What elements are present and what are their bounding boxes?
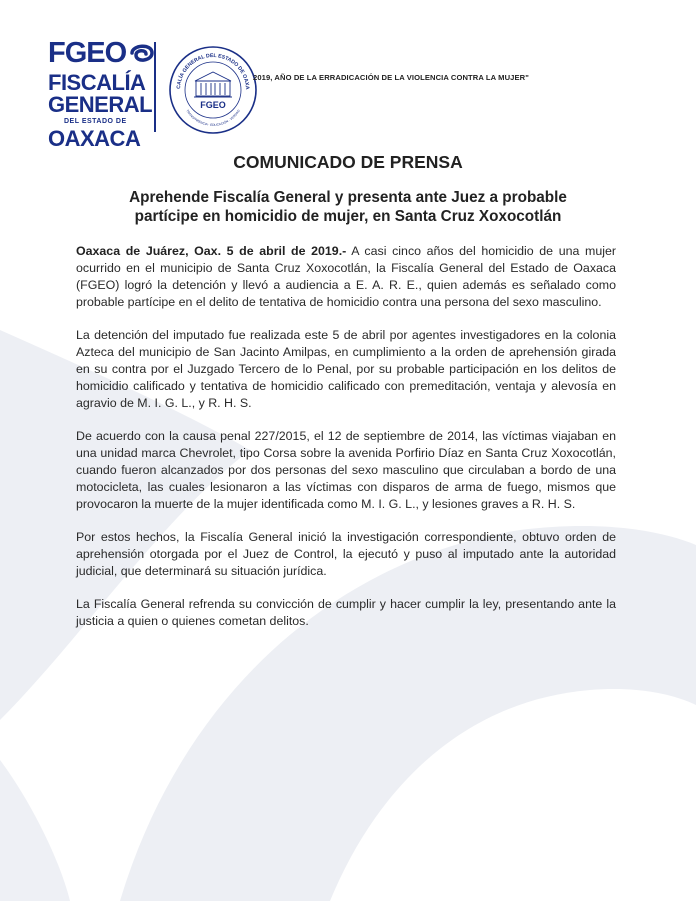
paragraph-4: Por estos hechos, la Fiscalía General inició la investigación correspondiente, obtuvo orden de aprehensión otorgada por el Juez de Control, la ejecutó y puso al imputado ante la autoridad judicial, que determinará su situación jurídica. [76, 530, 616, 578]
headline-line-1: Aprehende Fiscalía General y presenta ante Juez a probable [129, 189, 567, 206]
logo-line-oaxaca: OAXACA [48, 126, 141, 151]
paragraph-3: De acuerdo con la causa penal 227/2015, el 12 de septiembre de 2014, las víctimas viajaban en una unidad marca Chevrolet, tipo Corsa sobre la avenida Porfirio Díaz en Santa Cruz Xoxocotlán, cuando fueron alcanzados por dos personas del sexo masculino que circulaban a bordo de una motocicleta, las cuales lesionaron a las víctimas con disparos de arma de fuego, mismos que provocaron la muerte de la mujer identificada como M. I. G. L., y lesiones graves a R. H. S. [76, 429, 616, 511]
year-motto: 2019, AÑO DE LA ERRADICACIÓN DE LA VIOLENCIA CONTRA LA MUJER" [253, 73, 529, 82]
paragraph-2: La detención del imputado fue realizada este 5 de abril por agentes investigadores en la colonia Azteca del municipio de San Jacinto Amilpas, en cumplimiento a la orden de aprehensión girada en su contra por el Juzgado Tercero de lo Penal, por su probable participación en los delitos de homicidio calificado y tentativa de homicidio calificado con premeditación, ventaja y alevosía en agravio de M. I. G. L., y R. H. S. [76, 328, 616, 410]
article-body [76, 243, 616, 646]
paragraph-5: La Fiscalía General refrenda su convicción de cumplir y hacer cumplir la ley, presentando ante la justicia a quien o quienes cometan delitos. [76, 597, 616, 628]
logo-line-fiscalia: FISCALÍA [48, 70, 146, 95]
logo-line-del-estado: DEL ESTADO DE [64, 118, 127, 125]
seal-ring-text: CALÍA GENERAL DEL ESTADO DE OAXA [175, 52, 251, 90]
header-divider [154, 42, 156, 132]
headline [110, 188, 586, 226]
page-title: COMUNICADO DE PRENSA [233, 152, 463, 172]
paragraph-1-text: A casi cinco años del homicidio de una mujer ocurrido en el municipio de Santa Cruz Xoxocotlán, la Fiscalía General del Estado de Oaxaca (FGEO) logró la detención y llevó a audiencia a E. A. R. E., quien además es señalado como probable partícipe en el delito de tentativa de homicidio contra una persona del sexo masculino. [76, 244, 616, 309]
logo-acronym: FGEO [48, 37, 127, 69]
seal-bottom-text: TRANSPARENCIA · EDUCACIÓN · VERDAD [185, 108, 241, 128]
headline-line-2: partícipe en homicidio de mujer, en Santa Cruz Xoxocotlán [134, 208, 562, 225]
seal-acronym: FGEO [200, 100, 226, 110]
swirl-icon [128, 41, 156, 65]
fgeo-seal-icon [168, 45, 258, 135]
paragraph-1 [76, 243, 616, 311]
dateline: Oaxaca de Juárez, Oax. 5 de abril de 2019.- [76, 244, 347, 258]
logo-line-general: GENERAL [48, 92, 153, 117]
